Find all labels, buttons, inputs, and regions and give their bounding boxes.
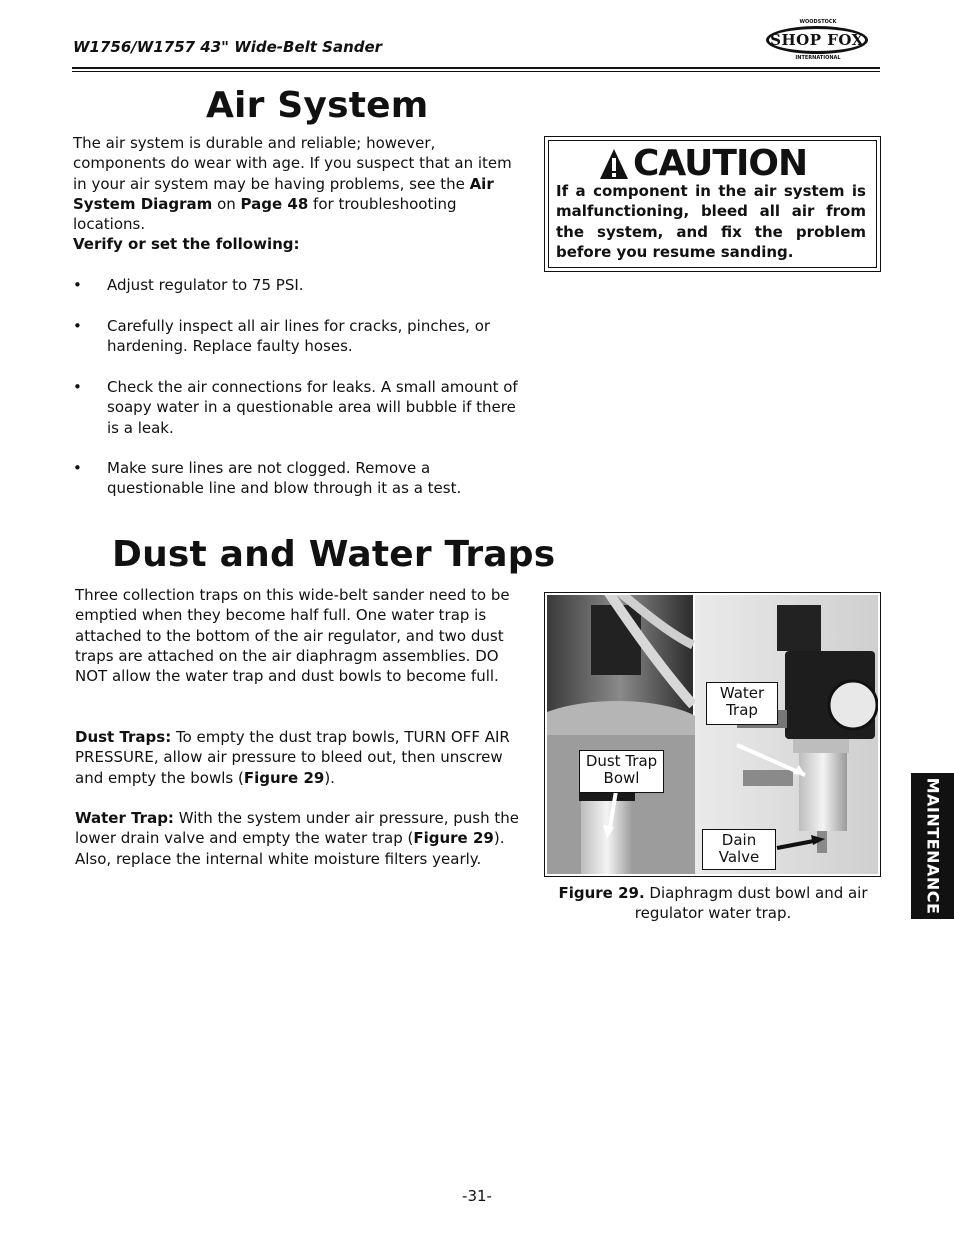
dust-traps-label: Dust Traps: xyxy=(75,728,172,746)
caution-text: If a component in the air system is malfunctioning, bleed all air from the system, and fix the problem before you resume sanding. xyxy=(556,182,866,261)
bullet-icon: • xyxy=(73,317,82,335)
caution-header xyxy=(599,143,807,184)
bullet-text: Check the air connections for leaks. A small amount of soapy water in a questionable area will bubble if there is a leak. xyxy=(107,378,518,437)
water-trap-text: With the system under air pressure, push the lower drain valve and empty the water trap ( xyxy=(75,809,519,848)
section-heading-air-system: Air System xyxy=(206,85,429,126)
callout-dust-trap-bowl: Dust Trap Bowl xyxy=(579,750,664,793)
figure-caption xyxy=(548,883,878,924)
callout-water-trap: Water Trap xyxy=(706,682,778,725)
side-tab-label: MAINTENANCE xyxy=(923,777,942,915)
water-trap-label: Water Trap: xyxy=(75,809,174,827)
logo-top-text: WOODSTOCK xyxy=(799,19,837,25)
air-intro-text-2: on xyxy=(212,194,241,213)
figure-caption-text: Diaphragm dust bowl and air regulator water trap. xyxy=(634,884,868,923)
logo-bottom-text: INTERNATIONAL xyxy=(795,55,841,61)
water-trap-paragraph xyxy=(75,808,525,869)
figure-caption-label: Figure 29. xyxy=(558,884,645,902)
dust-traps-text-end: ). xyxy=(324,768,335,787)
bullet-text: Carefully inspect all air lines for cracks, pinches, or hardening. Replace faulty hoses. xyxy=(107,317,491,356)
dust-traps-text: To empty the dust trap bowls, TURN OFF AIR PRESSURE, allow air pressure to bleed out, then unscrew and empty the bowls ( xyxy=(75,728,510,787)
air-intro-paragraph xyxy=(73,133,528,234)
page-reference: Page 48 xyxy=(240,194,309,213)
list-item xyxy=(73,458,523,500)
section-heading-dust-water-traps: Dust and Water Traps xyxy=(112,534,556,575)
list-item xyxy=(73,275,523,297)
list-item xyxy=(73,316,523,358)
dust-intro-paragraph: Three collection traps on this wide-belt sander need to be emptied when they become half full. One water trap is attached to the bottom of the air regulator, and two dust traps are attached on the air diaphragm assemblies. DO NOT allow the water trap and dust bowls to become full. xyxy=(75,586,510,686)
water-trap-text-end: ). Also, replace the internal white moisture filters yearly. xyxy=(75,829,505,868)
air-intro-text: The air system is durable and reliable; however, components do wear with age. If you suspect that an item in your air system may be having problems, see the xyxy=(73,134,512,193)
bullet-icon: • xyxy=(73,378,82,396)
header-rule-thin xyxy=(72,71,880,72)
figure-29-photo xyxy=(544,592,881,877)
bullet-text: Adjust regulator to 75 PSI. xyxy=(107,276,304,294)
figure-reference: Figure 29 xyxy=(243,768,325,787)
bullet-icon: • xyxy=(73,276,82,294)
document-header-title: W1756/W1757 43" Wide-Belt Sander xyxy=(73,38,383,56)
list-item xyxy=(73,377,523,439)
verify-label: Verify or set the following: xyxy=(73,235,300,253)
figure-reference: Figure 29 xyxy=(413,829,494,848)
maintenance-side-tab xyxy=(911,773,954,919)
dust-traps-paragraph xyxy=(75,727,525,788)
warning-triangle-icon xyxy=(599,148,629,180)
header-rule xyxy=(72,67,880,69)
logo-text: SHOP FOX xyxy=(770,31,864,49)
page-number: -31- xyxy=(462,1187,492,1205)
air-intro-text-3: for troubleshooting locations. xyxy=(73,194,457,234)
caution-box xyxy=(544,136,881,272)
callout-drain-valve: Dain Valve xyxy=(702,829,776,870)
bullet-text: Make sure lines are not clogged. Remove a questionable line and blow through it as a test. xyxy=(107,459,462,498)
bullet-icon: • xyxy=(73,459,82,477)
air-diagram-reference: Air System Diagram xyxy=(73,174,494,213)
caution-word: CAUTION xyxy=(633,143,808,184)
shop-fox-logo xyxy=(760,18,876,62)
logo-oval xyxy=(766,26,868,54)
